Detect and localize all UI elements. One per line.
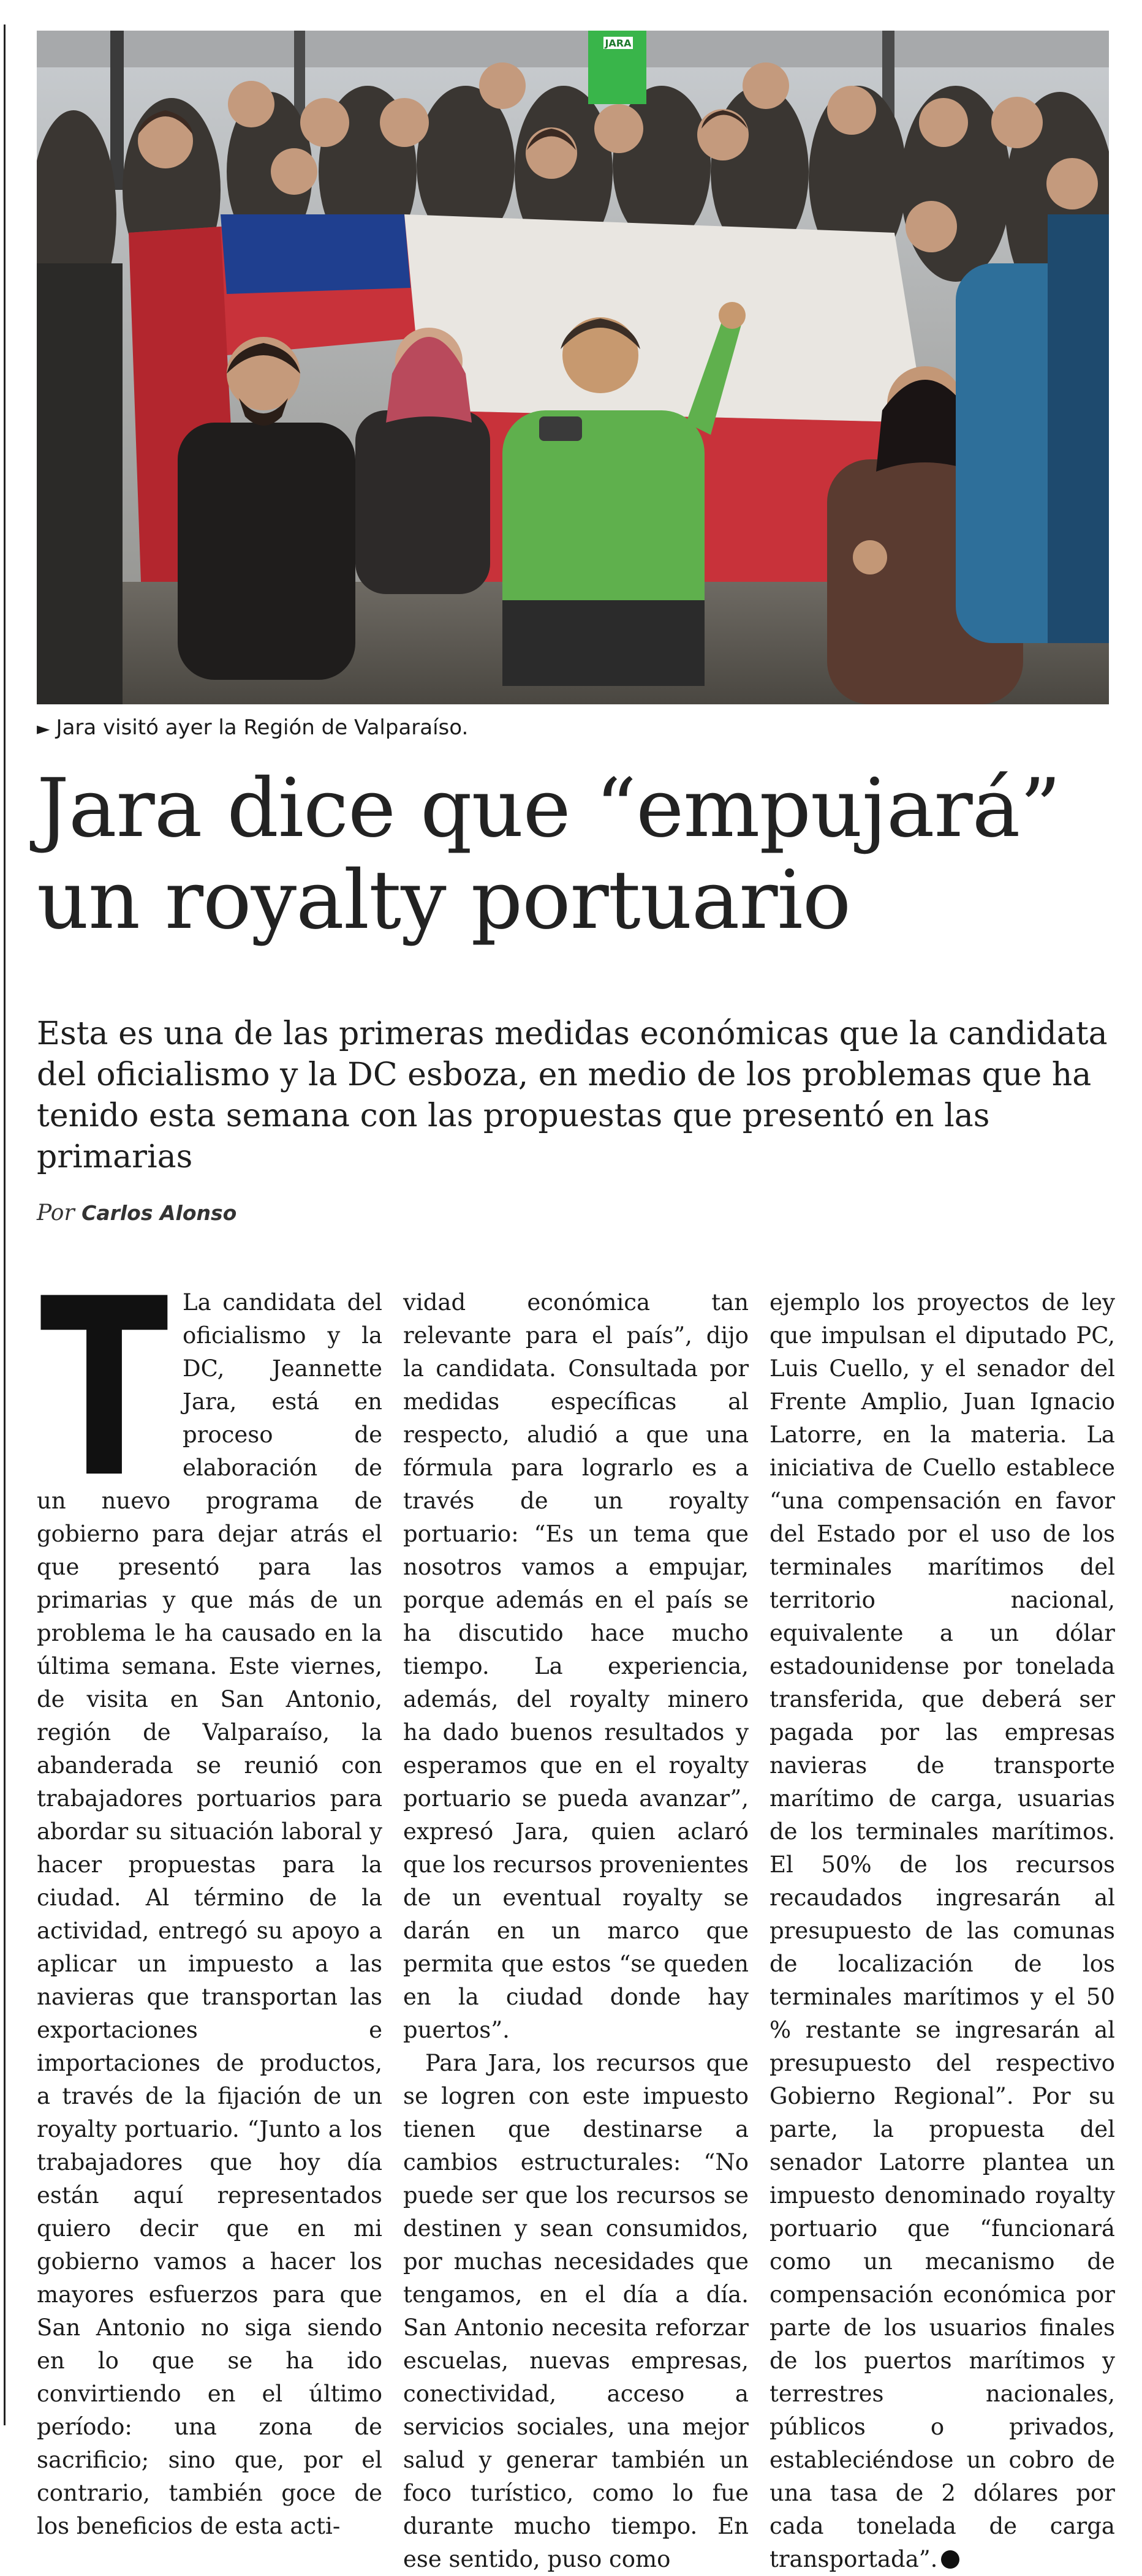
article-headline: Jara dice que “empujará” un royalty portuario	[37, 761, 1061, 947]
campaign-sign-text: JARA	[605, 37, 632, 49]
article-body	[37, 1286, 1115, 2572]
column-rule	[4, 24, 6, 2425]
dropcap-letter-graphic	[37, 1290, 172, 1480]
byline-prefix: Por	[37, 1200, 75, 1226]
dropcap-letter: T	[40, 1290, 170, 1480]
byline	[37, 1200, 236, 1226]
crowd-photo-illustration	[37, 31, 1109, 704]
article-paragraph-text: ejemplo los proyectos de ley que impulsan el diputado PC, Luis Cuello, y el senador del Frente Amplio, Juan Ignacio Latorre, en la materia. La iniciativa de Cuello establece “una compensación en favor del Estado por el uso de los terminales marítimos del territorio nacional, equivalente a un dólar estadounidense por tonelada transferida, que deberá ser pagada por las empresas navieras de transporte marítimo de carga, usuarias de los terminales marítimos. El 50% de los recursos recaudados ingresarán al presupuesto de las comunas de localización de los terminales marítimos y el 50 % restante se ingresarán al presupuesto del respectivo Gobierno Regional”. Por su parte, la propuesta del senador Latorre plantea un impuesto denominado royalty portuario que “funcionará como un mecanismo de compensación económica por parte de los usuarios finales de los puertos marítimos y terrestres nacionales, públicos o privados, estableciéndose un cobro de una tasa de 2 dólares por cada tonelada de carga transportada”.	[770, 1289, 1115, 2572]
caption-text: Jara visitó ayer la Región de Valparaíso.	[56, 715, 469, 740]
byline-author: Carlos Alonso	[81, 1201, 237, 1225]
photo-caption	[37, 715, 468, 740]
article-paragraph	[770, 1286, 1115, 2576]
dropcap	[37, 1290, 172, 1480]
article-paragraph: La candidata del oficialismo y la DC, Jeannette Jara, está en proceso de elaboración de un nuevo programa de gobierno para dejar atrás el que presentó para las primarias y que más de un problema le ha causado en la última semana. Este viernes, de visita en San Antonio, región de Valparaíso, la abanderada se reunió con trabajadores portuarios para abordar su situación laboral y hacer propuestas para la ciudad. Al término de la actividad, entregó su apoyo a aplicar un impuesto a las navieras que transportan las exportaciones e importaciones de productos, a través de la fijación de un royalty portuario. “Junto a los trabajadores que hoy día están aquí representados quiero decir que en mi gobierno vamos a hacer los mayores esfuerzos para que San Antonio no siga siendo en lo que se ha ido convirtiendo en el último período: una zona de sacrificio; sino que, por el contrario, también goce de los beneficios de esta acti-	[37, 1289, 382, 2539]
end-of-article-icon	[941, 2550, 959, 2569]
article-column-2	[403, 1286, 749, 2572]
article-column-1	[37, 1286, 382, 2539]
article-paragraph: vidad económica tan relevante para el país”, dijo la candidata. Consultada por medidas específicas al respecto, aludió a que una fórmula para lograrlo es a través de un royalty portuario: “Es un tema que nosotros vamos a empujar, porque además en el país se ha discutido hace mucho tiempo. La experiencia, además, del royalty minero ha dado buenos resultados y esperamos que en el royalty portuario se pueda avanzar”, expresó Jara, quien aclaró que los recursos provenientes de un eventual royalty se darán en un marco que permita que estos “se queden en la ciudad donde hay puertos”.	[403, 1289, 749, 2043]
article-paragraph: Para Jara, los recursos que se logren con este impuesto tienen que destinarse a cambios estructurales: “No puede ser que los recursos se destinen y sean consumidos, por muchas necesidades que tengamos, en el día a día. San Antonio necesita reforzar escuelas, nuevas empresas, conectividad, acceso a servicios sociales, una mejor salud y generar también un foco turístico, como lo fue durante mucho tiempo. En ese sentido, puso como	[403, 2050, 749, 2572]
caption-arrow-icon: ►	[37, 718, 50, 739]
news-photo	[37, 31, 1109, 704]
article-column-3	[770, 1286, 1115, 2572]
article-deck: Esta es una de las primeras medidas económicas que la candidata del oficialismo y la DC esboza, en medio de los problemas que ha tenido esta semana con las propuestas que presentó en las primarias	[37, 1015, 1108, 1175]
